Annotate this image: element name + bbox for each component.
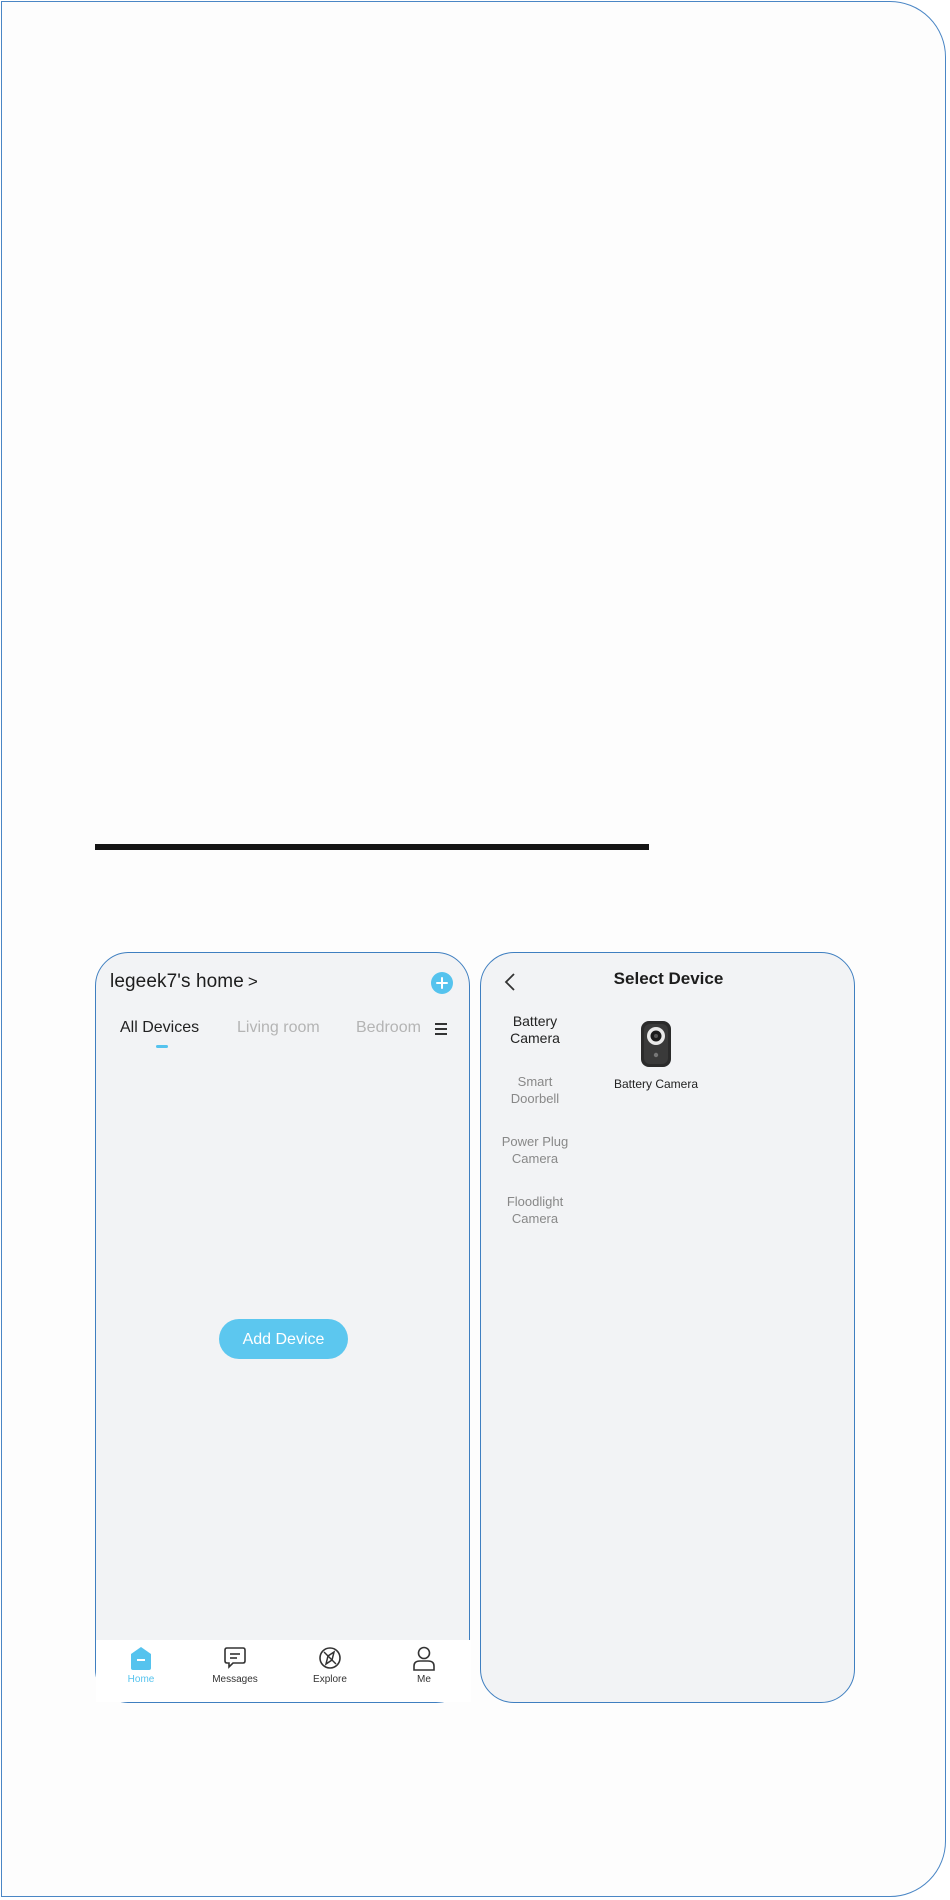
tab-bedroom[interactable]: Bedroom — [356, 1019, 421, 1036]
category-floodlight-camera[interactable] — [481, 1193, 589, 1227]
page-title: Select Device — [613, 969, 724, 988]
person-icon — [411, 1644, 437, 1672]
nav-me[interactable] — [389, 1644, 459, 1685]
room-tabs — [96, 1013, 471, 1053]
home-icon — [128, 1644, 154, 1672]
category-label-line2: Camera — [511, 1211, 559, 1226]
battery-camera-icon — [638, 1019, 674, 1069]
category-smart-doorbell[interactable] — [481, 1073, 589, 1107]
device-tile-battery-camera[interactable] — [601, 1019, 711, 1091]
tab-living-room[interactable]: Living room — [237, 1019, 320, 1036]
category-label-line1: Smart — [517, 1074, 553, 1089]
nav-messages[interactable] — [200, 1644, 270, 1685]
category-label-line1: Battery — [512, 1013, 558, 1029]
chevron-right-icon: > — [247, 972, 258, 991]
add-circle-icon[interactable] — [431, 972, 453, 994]
category-label-line1: Power Plug — [501, 1134, 569, 1149]
nav-me-label: Me — [417, 1674, 431, 1685]
home-name: legeek7's home — [110, 971, 244, 992]
home-selector[interactable] — [110, 971, 258, 993]
section-divider — [95, 844, 649, 850]
category-label-line2: Camera — [510, 1030, 560, 1046]
nav-messages-label: Messages — [212, 1674, 258, 1685]
home-screen — [95, 952, 470, 1703]
active-tab-indicator — [156, 1045, 168, 1048]
category-power-plug-camera[interactable] — [481, 1133, 589, 1167]
nav-home-label: Home — [127, 1674, 155, 1685]
nav-explore-label: Explore — [313, 1674, 347, 1685]
bottom-navigation — [96, 1640, 471, 1702]
add-device-button[interactable]: Add Device — [219, 1319, 348, 1359]
category-label-line2: Camera — [511, 1151, 559, 1166]
nav-home[interactable] — [106, 1644, 176, 1685]
nav-explore[interactable] — [295, 1644, 365, 1685]
category-label-line1: Floodlight — [506, 1194, 564, 1209]
tab-all-devices[interactable]: All Devices — [120, 1019, 200, 1036]
device-label: Battery Camera — [613, 1077, 699, 1091]
category-label-line2: Doorbell — [510, 1091, 560, 1106]
messages-icon — [222, 1644, 248, 1672]
select-device-screen — [480, 952, 855, 1703]
explore-icon — [317, 1644, 343, 1672]
menu-icon[interactable] — [435, 1023, 447, 1035]
category-battery-camera[interactable] — [481, 1013, 589, 1047]
